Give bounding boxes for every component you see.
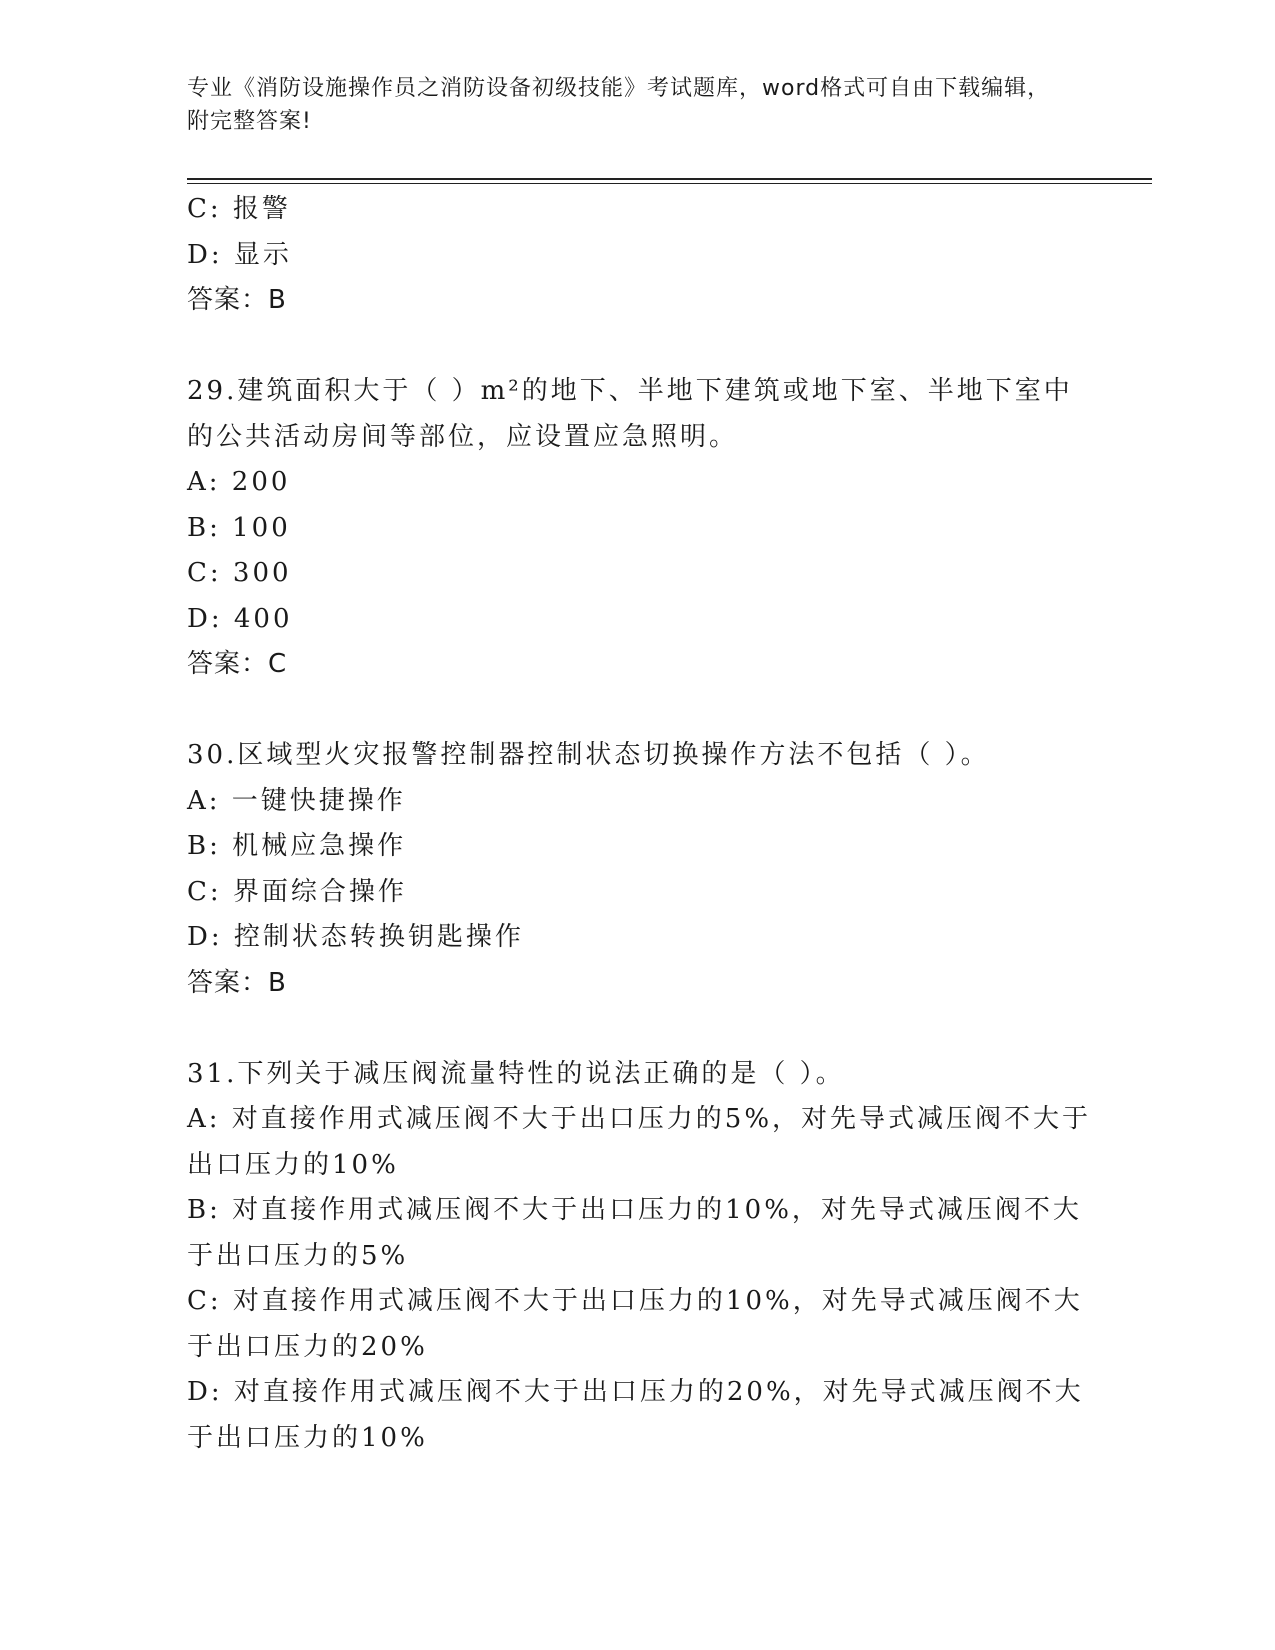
page-header: 专业《消防设施操作员之消防设备初级技能》考试题库，word格式可自由下载编辑，附完整答案! <box>187 76 1051 134</box>
option-c: C: 300 <box>187 558 292 588</box>
question-31 <box>187 1052 1092 1462</box>
option-d-cont: 于出口压力的10% <box>187 1422 428 1453</box>
answer-line: 答案：B <box>187 967 287 998</box>
spacer <box>187 688 1087 734</box>
option-b: B: 对直接作用式减压阀不大于出口压力的10%，对先导式减压阀不大 <box>187 1195 1082 1225</box>
question-stem-line: 31.下列关于减压阀流量特性的说法正确的是（ ）。 <box>187 1058 845 1089</box>
option-a-cont: 出口压力的10% <box>187 1149 399 1180</box>
option-b: B: 100 <box>187 512 291 543</box>
option-a: A: 对直接作用式减压阀不大于出口压力的5%，对先导式减压阀不大于 <box>187 1104 1092 1134</box>
option-a: A: 一键快捷操作 <box>187 785 406 816</box>
option-b: B: 机械应急操作 <box>187 831 407 861</box>
question-30 <box>187 733 1087 1006</box>
option-d: D: 对直接作用式减压阀不大于出口压力的20%，对先导式减压阀不大 <box>187 1377 1084 1407</box>
option-c: C: 报警 <box>187 194 291 224</box>
option-b-cont: 于出口压力的5% <box>187 1240 409 1271</box>
question-stem-line: 的公共活动房间等部位，应设置应急照明。 <box>187 421 739 452</box>
spacer <box>187 1006 1087 1052</box>
header-rule <box>187 178 1152 180</box>
option-a: A: 200 <box>187 467 291 497</box>
question-stem-line: 29.建筑面积大于（ ）m²的地下、半地下建筑或地下室、半地下室中 <box>187 376 1073 406</box>
option-d: D: 控制状态转换钥匙操作 <box>187 922 524 952</box>
option-c: C: 对直接作用式减压阀不大于出口压力的10%，对先导式减压阀不大 <box>187 1286 1083 1316</box>
option-c: C: 界面综合操作 <box>187 876 407 907</box>
question-list <box>187 187 1092 1461</box>
spacer <box>187 324 1087 370</box>
header-rule-thin <box>187 183 1152 184</box>
option-c-cont: 于出口压力的20% <box>187 1331 428 1362</box>
question-prev <box>187 187 1087 324</box>
question-stem-line: 30.区域型火灾报警控制器控制状态切换操作方法不包括（ ）。 <box>187 740 990 770</box>
answer-line: 答案：C <box>187 649 288 679</box>
question-29 <box>187 369 1087 688</box>
option-d: D: 显示 <box>187 239 292 270</box>
option-d: D: 400 <box>187 603 293 634</box>
answer-line: 答案：B <box>187 285 287 315</box>
